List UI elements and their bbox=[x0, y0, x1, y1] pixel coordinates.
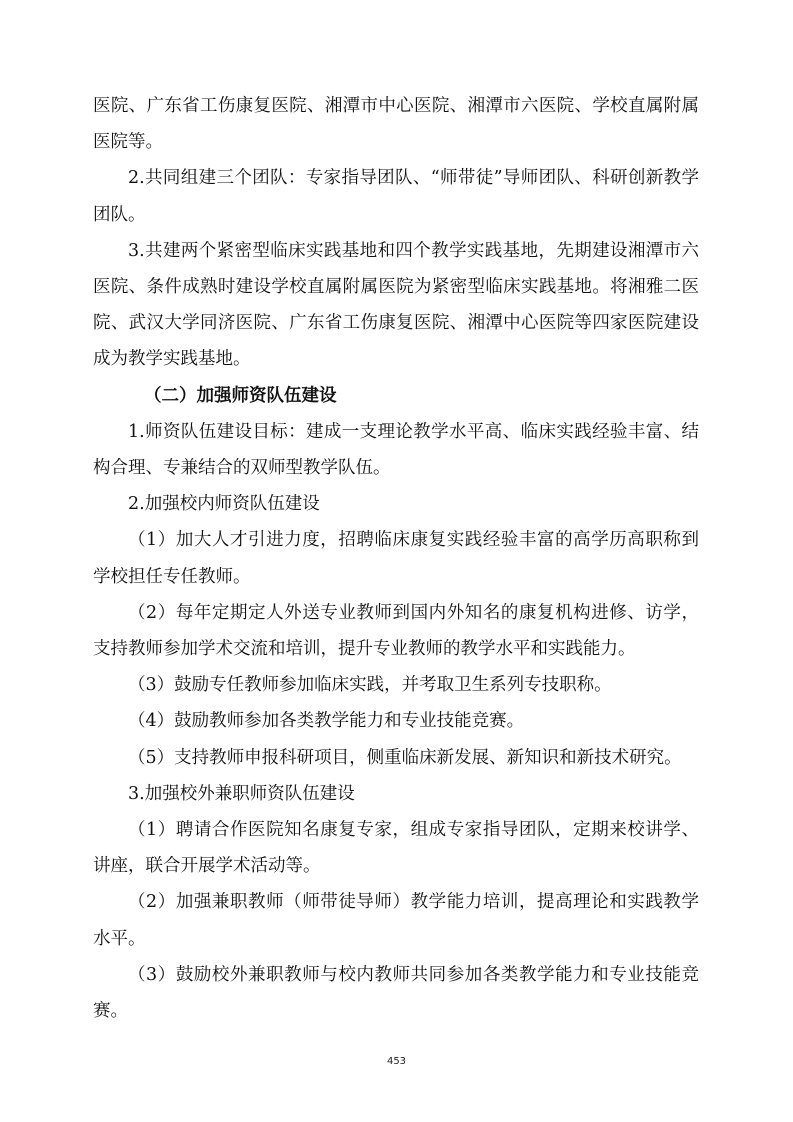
paragraph-hospital-list-end: 医院、广东省工伤康复医院、湘潭市中心医院、湘潭市六医院、学校直属附属医院等。 bbox=[93, 96, 699, 153]
paragraph-overseas-training: （2）每年定期定人外送专业教师到国内外知名的康复机构进修、访学，支持教师参加学术交流和培训，提升专业教师的教学水平和实践能力。 bbox=[93, 602, 699, 660]
paragraph-external-team-title: 3.加强校外兼职师资队伍建设 bbox=[128, 783, 355, 804]
paragraph-research-projects: （5）支持教师申报科研项目，侧重临床新发展、新知识和新技术研究。 bbox=[128, 747, 682, 768]
paragraph-talent-recruitment: （1）加大人才引进力度，招聘临床康复实践经验丰富的高学历高职称到学校担任专任教师。 bbox=[93, 530, 699, 587]
paragraph-practice-bases: 3.共建两个紧密型临床实践基地和四个教学实践基地，先期建设湘潭市六医院、条件成熟时建设学校直属附属医院为紧密型临床实践基地。将湘雅二医院、武汉大学同济医院、广东省工伤康复医院、湘潭中心医院等四家医院建设成为教学实践基地。 bbox=[93, 240, 699, 370]
paragraph-internal-team-title: 2.加强校内师资队伍建设 bbox=[128, 494, 320, 515]
paragraph-competitions: （4）鼓励教师参加各类教学能力和专业技能竞赛。 bbox=[128, 711, 525, 732]
page-number: 453 bbox=[386, 1056, 407, 1067]
paragraph-team-goal: 1.师资队伍建设目标：建成一支理论教学水平高、临床实践经验丰富、结构合理、专兼结合的双师型教学队伍。 bbox=[93, 421, 699, 479]
section-heading-teacher-team: （二）加强师资队伍建设 bbox=[144, 385, 337, 406]
document-body bbox=[93, 88, 699, 1029]
paragraph-expert-guidance: （1）聘请合作医院知名康复专家，组成专家指导团队，定期来校讲学、讲座，联合开展学术活动等。 bbox=[93, 820, 699, 877]
paragraph-joint-competitions: （3）鼓励校外兼职教师与校内教师共同参加各类教学能力和专业技能竞赛。 bbox=[93, 964, 699, 1022]
paragraph-parttime-training: （2）加强兼职教师（师带徒导师）教学能力培训，提高理论和实践教学水平。 bbox=[93, 892, 699, 949]
paragraph-three-teams: 2.共同组建三个团队：专家指导团队、“师带徒”导师团队、科研创新教学团队。 bbox=[93, 168, 699, 225]
paragraph-clinical-practice: （3）鼓励专任教师参加临床实践，并考取卫生系列专技职称。 bbox=[128, 675, 612, 696]
